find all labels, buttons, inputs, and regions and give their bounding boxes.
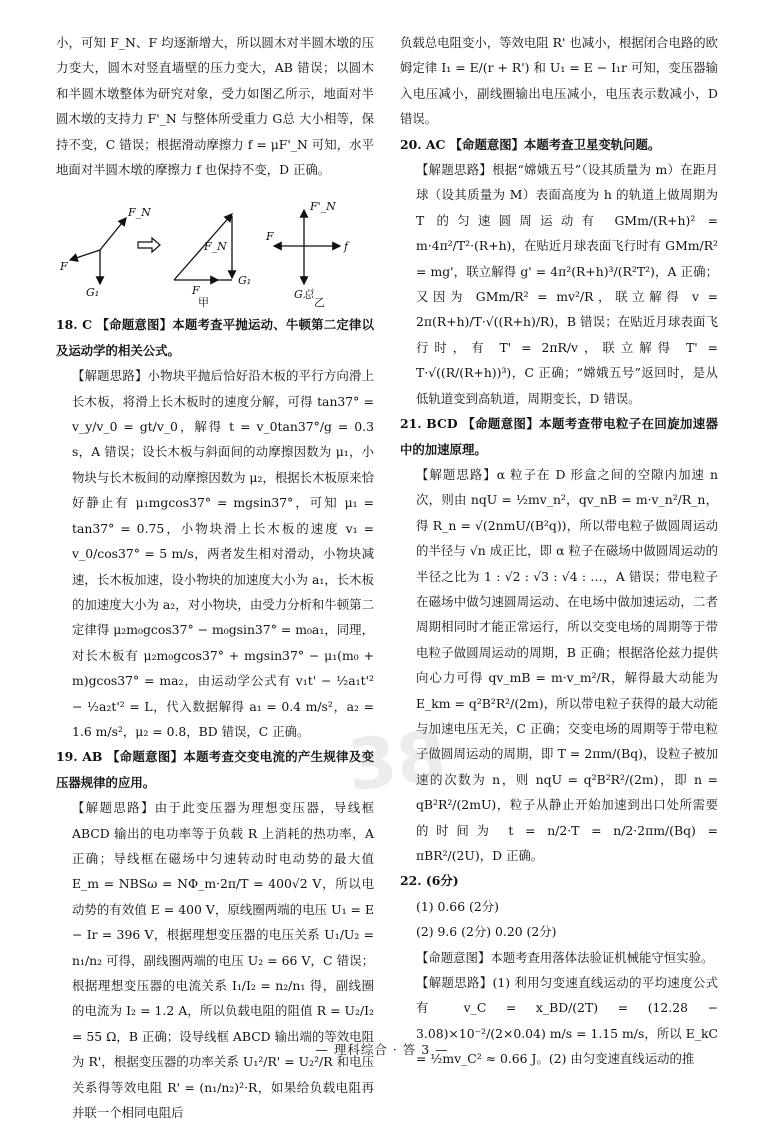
q22-answer-2: (2) 9.6 (2分) 0.20 (2分) xyxy=(416,924,557,940)
q20-heading: 20. AC 【命题意图】本题考查卫星变轨问题。 xyxy=(400,136,661,152)
label-FN-prime: F'_N xyxy=(310,200,336,214)
q19-heading: 19. AB 【命题意图】本题考查交变电流的产生规律及变压器规律的应用。 xyxy=(56,749,374,790)
q22-answer-1: (1) 0.66 (2分) xyxy=(416,898,499,914)
q22-heading: 22. (6分) xyxy=(400,873,459,889)
label-jia: 甲 xyxy=(198,296,209,309)
label-FN-2: F_N xyxy=(204,240,227,254)
force-diagram-svg xyxy=(56,188,374,308)
q20-solution: 【解题思路】根据“嫦娥五号”（设其质量为 m）在距月球（设其质量为 M）表面高度为 h 的轨道上做周期为 T 的匀速圆周运动有 GMm/(R+h)² = m·4π²/T²·(R+h)，在贴近月球表面飞行时有 GMm/R² = mg'，联立解得 g' = 4π²(R+h)³/(R²T²)，A 正确；又因为 GMm/R² = mv²/R，联立解得 v = 2π(R+h)/T·√((R+h)/R)，B 错误；在贴近月球表面飞行时，有 T' = 2πR/v，联立解得 T' = T·√((R/(R+h))³)，C 正确；“嫦娥五号”返回时，是从低轨道变到高轨道，周期变长，D 错误。 xyxy=(416,162,718,406)
figure-yi xyxy=(274,210,340,284)
right-column xyxy=(400,30,718,1072)
label-F-2: F xyxy=(192,284,200,298)
label-yi: 乙 xyxy=(314,296,325,309)
label-G1-2: G₁ xyxy=(238,274,252,288)
figure-1 xyxy=(70,218,126,284)
label-F: F xyxy=(60,260,68,274)
q21-solution: 【解题思路】α 粒子在 D 形盒之间的空隙内加速 n 次，则由 nqU = ½mv_n²，qv_nB = m·v_n²/R_n，得 R_n = √(2nmU/(B²q))，所以带电粒子做圆周运动的半径与 √n 成正比，即 α 粒子在磁场中做圆周运动的半径之比为 1 : √2 : √3 : √4 : …，A 错误；带电粒子在磁场中做匀速圆周运动、在电场中做加速运动，二者周期相同时才能正常运行，所以交变电场的周期等于带电粒子做圆周运动的周期，B 正确；根据洛伦兹力提供向心力可得 qv_mB = m·v_m²/R，解得最大动能为 E_km = q²B²R²/(2m)，所以带电粒子获得的最大动能与加速电压无关，C 正确；交变电场的周期等于带电粒子做圆周运动的周期，即 T = 2πm/(Bq)，设粒子被加速的次数为 n，则 nqU = q²B²R²/(2m)，即 n = qB²R²/(2mU)，粒子从静止开始加速到出口处所需要的时间为 t = n/2·T = n/2·2πm/(Bq) = πBR²/(2U)，D 正确。 xyxy=(416,466,718,863)
left-column xyxy=(56,30,374,1125)
label-G1: G₁ xyxy=(86,286,100,300)
q21-heading: 21. BCD 【命题意图】本题考查带电粒子在回旋加速器中的加速原理。 xyxy=(400,416,718,457)
q22-solution: 【解题思路】(1) 利用匀变速直线运动的平均速度公式有 v_C = x_BD/(2T) = (12.28 − 3.08)×10⁻²/(2×0.04) m/s = 1.15 m/s，所以 E_kC = ½mv_C² ≈ 0.66 J。(2) 由匀变速直线运动的推 xyxy=(416,975,718,1067)
implies-arrow-icon xyxy=(138,238,160,252)
label-FN: F_N xyxy=(128,206,151,220)
label-G-total: G总 xyxy=(294,288,314,302)
watermark: 38 xyxy=(343,715,450,807)
q19-continuation: 负载总电阻变小，等效电阻 R' 也减小，根据闭合电路的欧姆定律 I₁ = E/(r + R') 和 U₁ = E − I₁r 可知，变压器输入电压减小，副线圈输出电压减小，电压表示数减小，D 错误。 xyxy=(400,35,718,127)
label-f: f xyxy=(344,240,349,254)
q18-solution: 【解题思路】小物块平抛后恰好沿木板的平行方向滑上长木板，将滑上长木板时的速度分解，可得 tan37° = v_y/v_0 = gt/v_0，解得 t = v_0tan37°/g = 0.3 s，A 错误；设长木板与斜面间的动摩擦因数为 μ₁，小物块与长木板间的动摩擦因数为 μ₂，根据长木板原来恰好静止有 μ₁mgcos37° = mgsin37°，可知 μ₁ = tan37° = 0.75，小物块滑上长木板的速度 v₁ = v_0/cos37° = 5 m/s，两者发生相对滑动，小物块减速，长木板加速，设小物块的加速度大小为 a₁，长木板的加速度大小为 a₂，对小物块，由受力分析和牛顿第二定律得 μ₂m₀gcos37° − m₀gsin37° = m₀a₁，同理，对长木板有 μ₂m₀gcos37° + mgsin37° − μ₁(m₀ + m)gcos37° = ma₂，由运动学公式有 v₁t' − ½a₁t'² − ½a₂t'² = L，代入数据解得 a₁ = 0.4 m/s²，a₂ = 1.6 m/s²，μ₂ = 0.8，BD 错误，C 正确。 xyxy=(72,368,374,739)
q22-intent: 【命题意图】本题考查用落体法验证机械能守恒实验。 xyxy=(416,949,714,965)
force-diagram xyxy=(56,188,374,308)
q18-heading: 18. C 【命题意图】本题考查平抛运动、牛顿第二定律以及运动学的相关公式。 xyxy=(56,317,374,358)
page-footer: — 理科综合 · 答 3 — xyxy=(315,1042,449,1057)
q17-continuation: 小，可知 F_N、F 均逐渐增大，所以圆木对半圆木墩的压力变大，圆木对竖直墙壁的压力变大，AB 错误；以圆木和半圆木墩整体为研究对象，受力如图乙所示，地面对半圆木墩的支持力 F'_N 与整体所受重力 G总 大小相等，保持不变，C 错误；根据滑动摩擦力 f = μF'_N 可知，水平地面对半圆木墩的摩擦力 f 也保持不变，D 正确。 xyxy=(56,35,374,178)
label-F-3: F xyxy=(266,230,274,244)
q19-solution: 【解题思路】由于此变压器为理想变压器，导线框 ABCD 输出的电功率等于负载 R 上消耗的热功率，A 正确；导线框在磁场中匀速转动时电动势的最大值 E_m = NBSω = NΦ_m·2π/T = 400√2 V，所以电动势的有效值 E = 400 V，原线圈两端的电压 U₁ = E − Ir = 396 V，根据理想变压器的电压关系 U₁/U₂ = n₁/n₂ 可得，副线圈两端的电压 U₂ = 66 V，C 错误；根据理想变压器的电流关系 I₁/I₂ = n₂/n₁ 得，副线圈的电流为 I₂ = 1.2 A，所以负载电阻的阻值 R = U₂/I₂ = 55 Ω，B 正确；设导线框 ABCD 输出端的等效电阻为 R'，根据变压器的功率关系 U₁²/R' = U₂²/R 和电压关系得等效电阻 R' = (n₁/n₂)²·R，如果给负载电阻再并联一个相同电阻后 xyxy=(72,800,374,1121)
